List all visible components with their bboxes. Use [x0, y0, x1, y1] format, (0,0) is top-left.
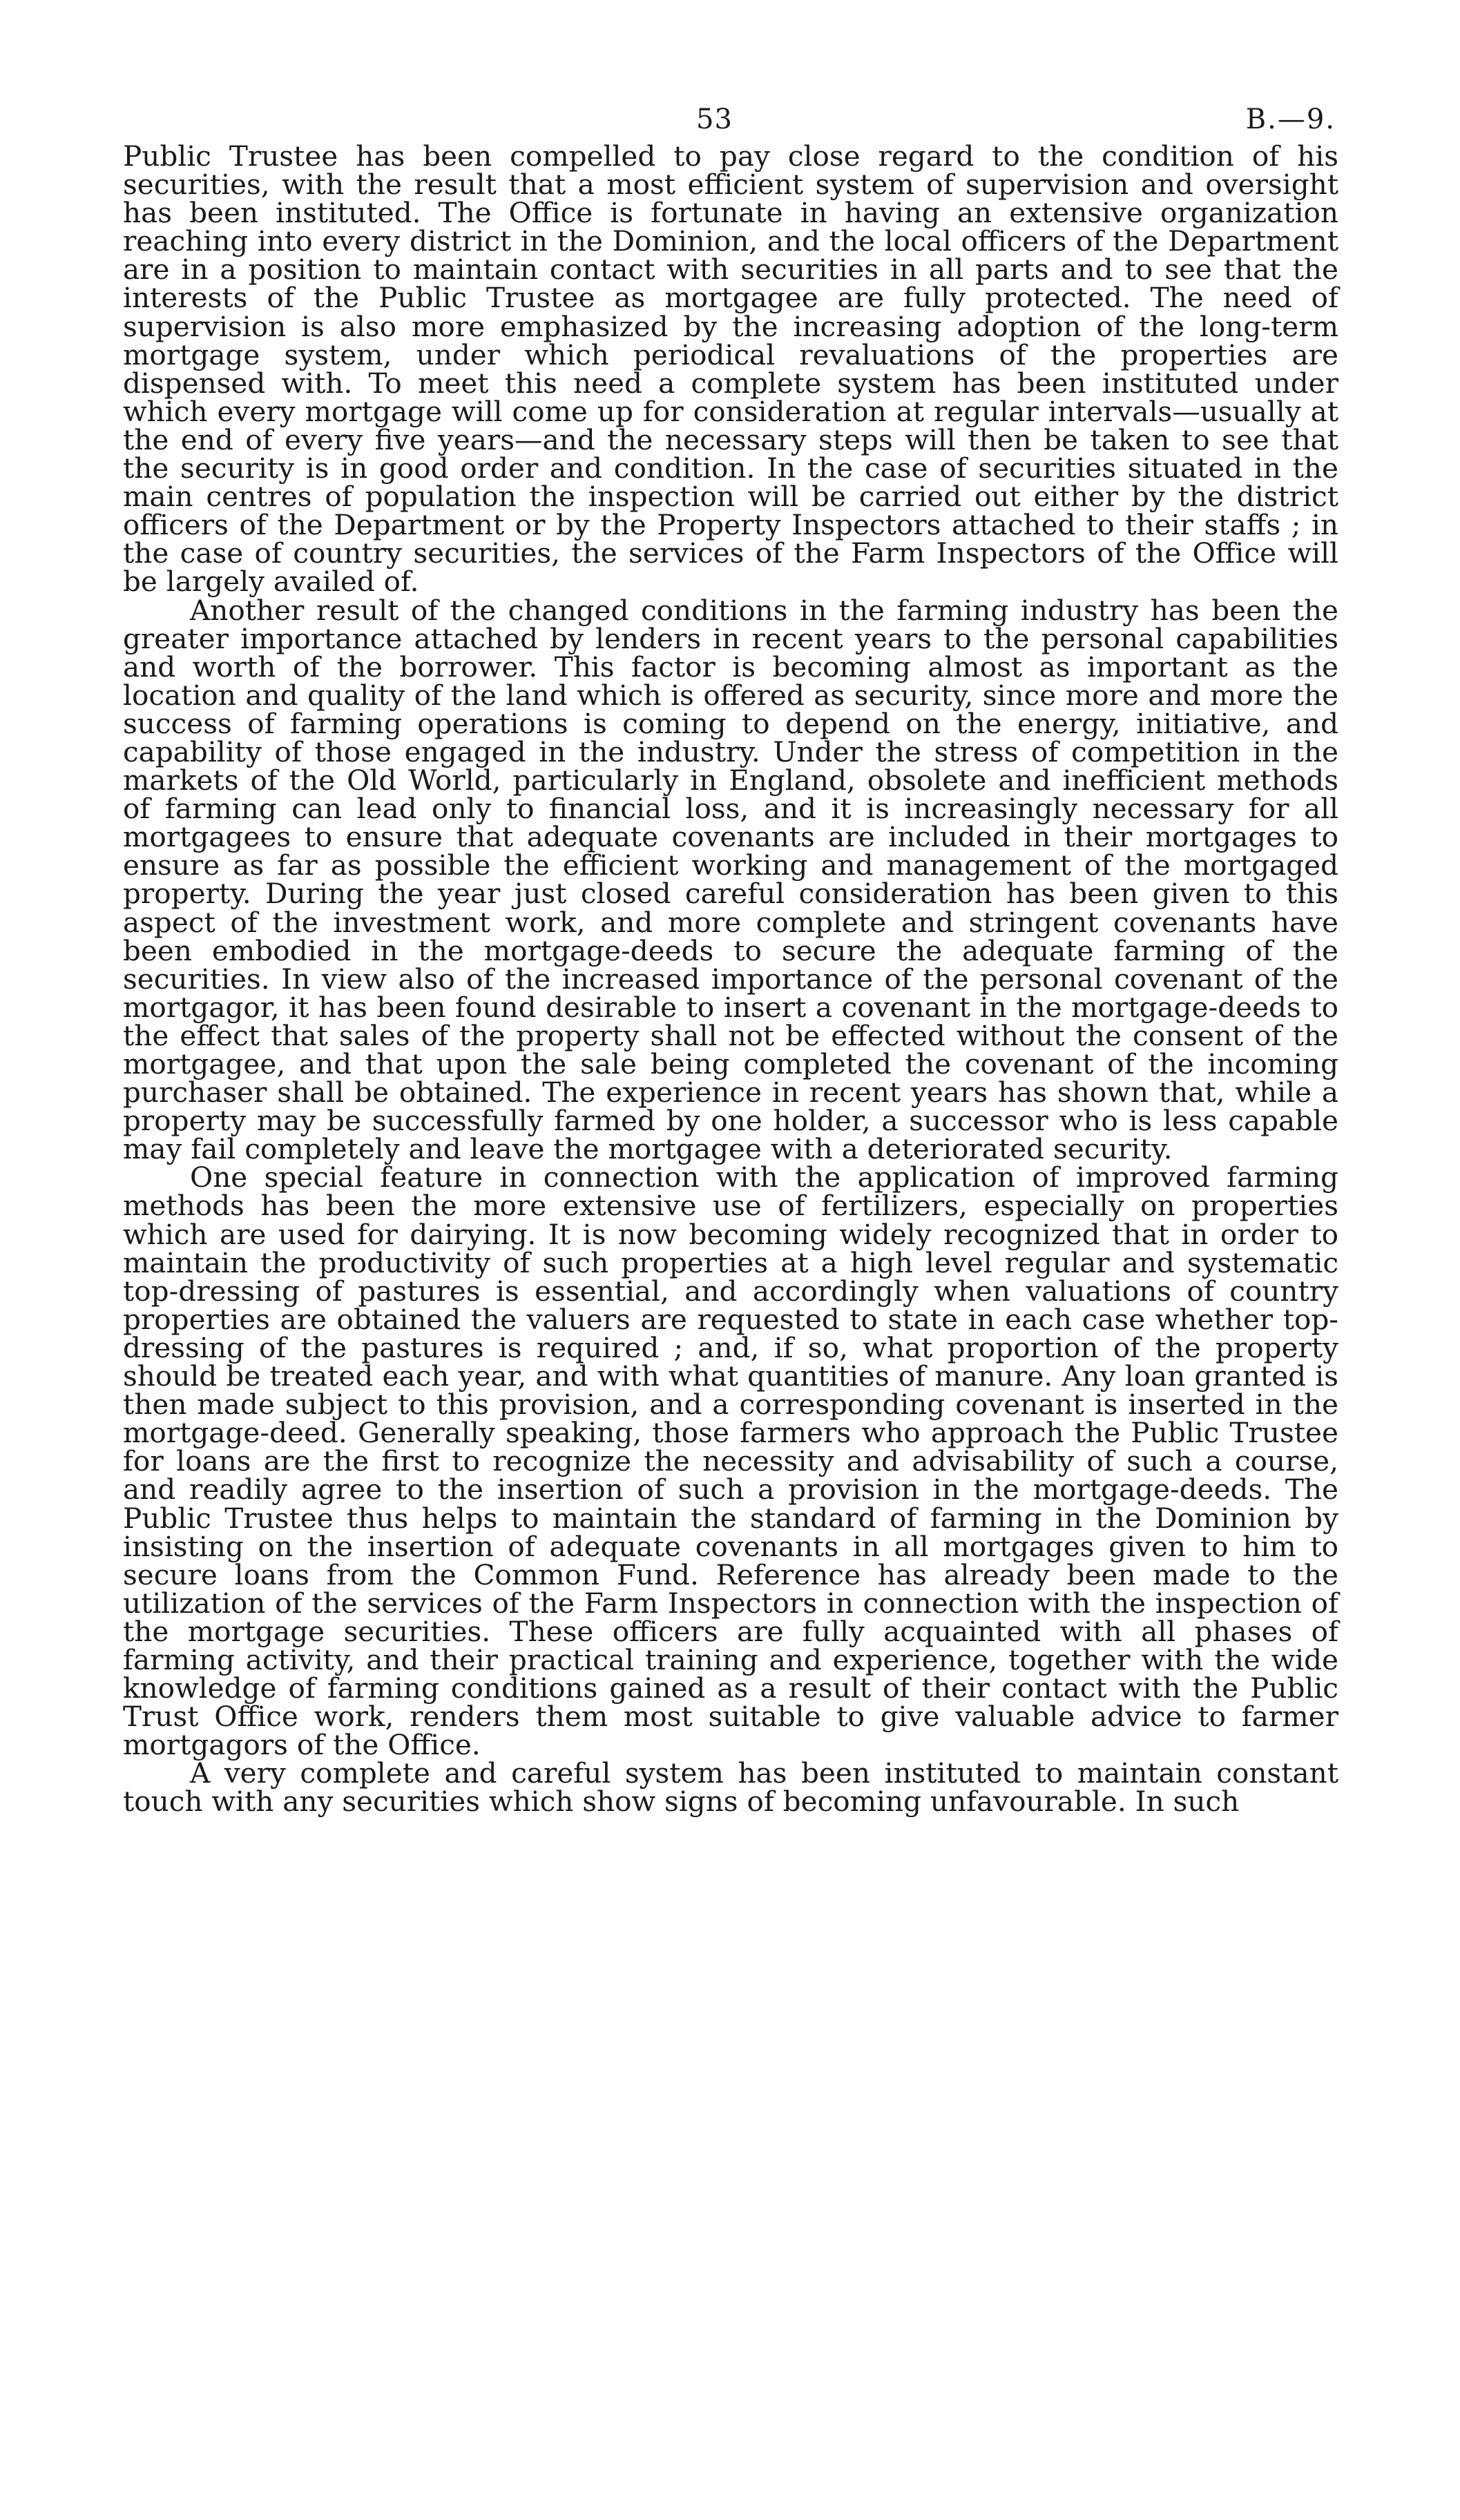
paragraph-fertilizers: One special feature in connection with the application of improved farming methods has been the more extensive use of fertilizers, especially on properties which are used for dairying. It is now becoming widely recognized that in order to maintain the productivity of such properties at a high level regular and systematic top-dressing of pastures is essential, and accordingly when valuations of country properties are obtained the valuers are requested to state in each case whether top-dressing of the pastures is required ; and, if so, what proportion of the property should be treated each year, and with what quantities of manure. Any loan granted is then made subject to this provision, and a corresponding covenant is inserted in the mortgage-deed. Generally speaking, those farmers who approach the Public Trustee for loans are the first to recognize the necessity and advisability of such a course, and readily agree to the insertion of such a provision in the mortgage-deeds. The Public Trustee thus helps to maintain the standard of farming in the Dominion by insisting on the insertion of adequate covenants in all mortgages given to him to secure loans from the Common Fund. Reference has already been made to the utilization of the services of the Farm Inspectors in connection with the inspection of the mortgage securities. These officers are fully acquainted with all phases of farming activity, and their practical training and experience, together with the wide knowledge of farming conditions gained as a result of their contact with the Public Trust Office work, renders them most suitable to give valuable advice to farmer mortgagors of the Office.: [123, 1161, 1338, 1762]
paragraph-unfavourable-securities: A very complete and careful system has been instituted to maintain constant touch with any securities which show signs of becoming unfavourable. In such: [123, 1756, 1338, 1819]
document-reference: B.—9.: [1245, 104, 1336, 135]
page-number: 53: [696, 104, 733, 135]
page-header: [0, 104, 1460, 145]
paragraph-supervision: Public Trustee has been compelled to pay close regard to the condition of his securities, with the result that a most efficient system of supervision and oversight has been instituted. The Office is fortunate in having an extensive organization reaching into every district in the Dominion, and the local officers of the Department are in a position to maintain contact with securities in all parts and to see that the interests of the Public Trustee as mortgagee are fully protected. The need of supervision is also more emphasized by the increasing adoption of the long-term mortgage system, under which periodical revaluations of the properties are dispensed with. To meet this need a complete system has been instituted under which every mortgage will come up for consideration at regular intervals—usually at the end of every five years—and the necessary steps will then be taken to see that the security is in good order and condition. In the case of securities situated in the main centres of population the inspection will be carried out either by the district officers of the Department or by the Property Inspectors attached to their staffs ; in the case of country securities, the services of the Farm Inspectors of the Office will be largely availed of.: [123, 139, 1338, 599]
paragraph-borrower-capability: Another result of the changed conditions in the farming industry has been the greater importance attached by lenders in recent years to the personal capabilities and worth of the borrower. This factor is becoming almost as important as the location and quality of the land which is offered as security, since more and more the success of farming operations is coming to depend on the energy, initiative, and capability of those engaged in the industry. Under the stress of competition in the markets of the Old World, particularly in England, obsolete and inefficient methods of farming can lead only to financial loss, and it is increasingly necessary for all mortgagees to ensure that adequate covenants are included in their mortgages to ensure as far as possible the efficient working and management of the mortgaged property. During the year just closed careful consideration has been given to this aspect of the investment work, and more complete and stringent covenants have been embodied in the mortgage-deeds to secure the adequate farming of the securities. In view also of the increased importance of the personal covenant of the mortgagor, it has been found desirable to insert a covenant in the mortgage-deeds to the effect that sales of the property shall not be effected without the consent of the mortgagee, and that upon the sale being completed the covenant of the incoming purchaser shall be obtained. The experience in recent years has shown that, while a property may be successfully farmed by one holder, a successor who is less capable may fail completely and leave the mortgagee with a deteriorated security.: [123, 593, 1338, 1166]
body-text: [123, 139, 1338, 1819]
